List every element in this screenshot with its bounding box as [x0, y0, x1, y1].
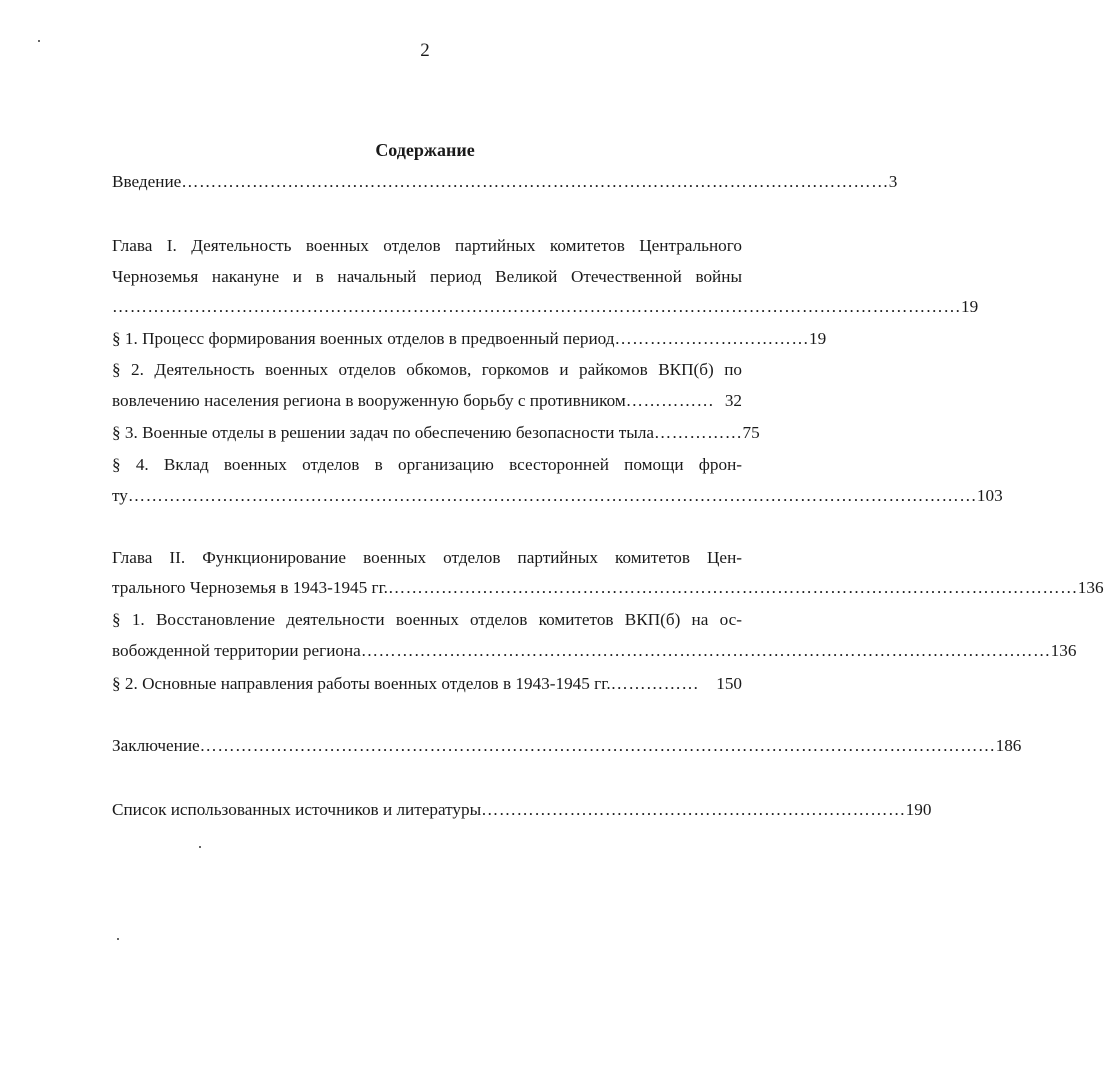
toc-section-2-2	[112, 674, 742, 696]
toc-section-1-2-line-2	[112, 391, 742, 413]
scan-speck	[199, 846, 201, 848]
dot-leader: ……………	[625, 391, 715, 410]
toc-chapter-1-line-3	[112, 297, 979, 319]
toc-chapter-2-line-2	[112, 578, 1104, 600]
toc-section-1-4-line-1: § 4. Вклад военных отделов в организацию всесторонней помощи фрон-	[112, 455, 742, 474]
dot-leader: ……………	[610, 674, 700, 693]
toc-entry-text: вовлечению населения региона в вооруженную борьбу с противником	[112, 391, 626, 410]
toc-entry-text: Список использованных источников и литературы	[112, 800, 482, 819]
toc-section-1-1	[112, 329, 827, 351]
toc-page-number: 150	[716, 674, 742, 693]
dot-leader: ………………………………………………………………………………………………………	[360, 641, 1051, 660]
toc-entry-text: § 1. Процесс формирования военных отделов в предвоенный период	[112, 329, 615, 348]
toc-entry-intro	[112, 172, 898, 194]
dot-leader: ………………………………………………………………………………………………………	[387, 578, 1078, 597]
toc-entry-text: ту	[112, 486, 128, 505]
toc-page-number: 103	[976, 486, 1003, 505]
toc-entry-conclusion	[112, 736, 1022, 758]
toc-page-number: 186	[995, 736, 1022, 755]
toc-entry-text: § 2. Основные направления работы военных отделов в 1943-1945 гг.	[112, 674, 611, 693]
toc-section-1-2-line-1: § 2. Деятельность военных отделов обкомов, горкомов и райкомов ВКП(б) по	[112, 360, 742, 379]
toc-section-2-1-line-2	[112, 641, 1077, 663]
toc-entry-text: трального Черноземья в 1943-1945 гг.	[112, 578, 388, 597]
toc-chapter-2-line-1: Глава II. Функционирование военных отделов партийных комитетов Цен-	[112, 548, 742, 567]
dot-leader: ………………………………………………………………………………………………………………………	[199, 736, 996, 755]
toc-page-number: 19	[961, 297, 979, 316]
toc-page-number: 19	[809, 329, 827, 348]
dot-leader: …………………………………………………………………………………………………………	[181, 172, 889, 191]
toc-page-number: 136	[1050, 641, 1077, 660]
toc-page-number: 75	[742, 423, 760, 442]
toc-chapter-1-line-2: Черноземья накануне и в начальный период Великой Отечественной войны	[112, 267, 742, 286]
toc-title: Содержание	[375, 140, 475, 160]
toc-section-2-1-line-1: § 1. Восстановление деятельности военных отделов комитетов ВКП(б) на ос-	[112, 610, 742, 629]
toc-entry-text: Заключение	[112, 736, 200, 755]
toc-page-number: 136	[1077, 578, 1104, 597]
page-number: 2	[420, 40, 430, 61]
dot-leader: ………………………………………………………………………………………………………………………………	[127, 486, 977, 505]
toc-entry-text: Введение	[112, 172, 182, 191]
dot-leader: ……………	[654, 423, 743, 442]
toc-entry-sources	[112, 800, 932, 822]
toc-entry-text: вобожденной территории региона	[112, 641, 361, 660]
toc-entry-text: § 3. Военные отделы в решении задач по обеспечению безопасности тыла	[112, 423, 655, 442]
dot-leader: ……………………………	[614, 329, 810, 348]
toc-section-1-3	[112, 423, 760, 445]
toc-page-number: 32	[724, 391, 742, 410]
dot-leader: ………………………………………………………………	[481, 800, 906, 819]
toc-page-number: 190	[905, 800, 932, 819]
scan-speck	[117, 938, 119, 940]
dot-leader: ………………………………………………………………………………………………………………………………	[112, 297, 961, 316]
toc-chapter-1-line-1: Глава I. Деятельность военных отделов партийных комитетов Центрального	[112, 236, 742, 255]
scan-speck	[38, 40, 40, 42]
toc-section-1-4-line-2	[112, 486, 1003, 508]
toc-page-number: 3	[888, 172, 898, 191]
